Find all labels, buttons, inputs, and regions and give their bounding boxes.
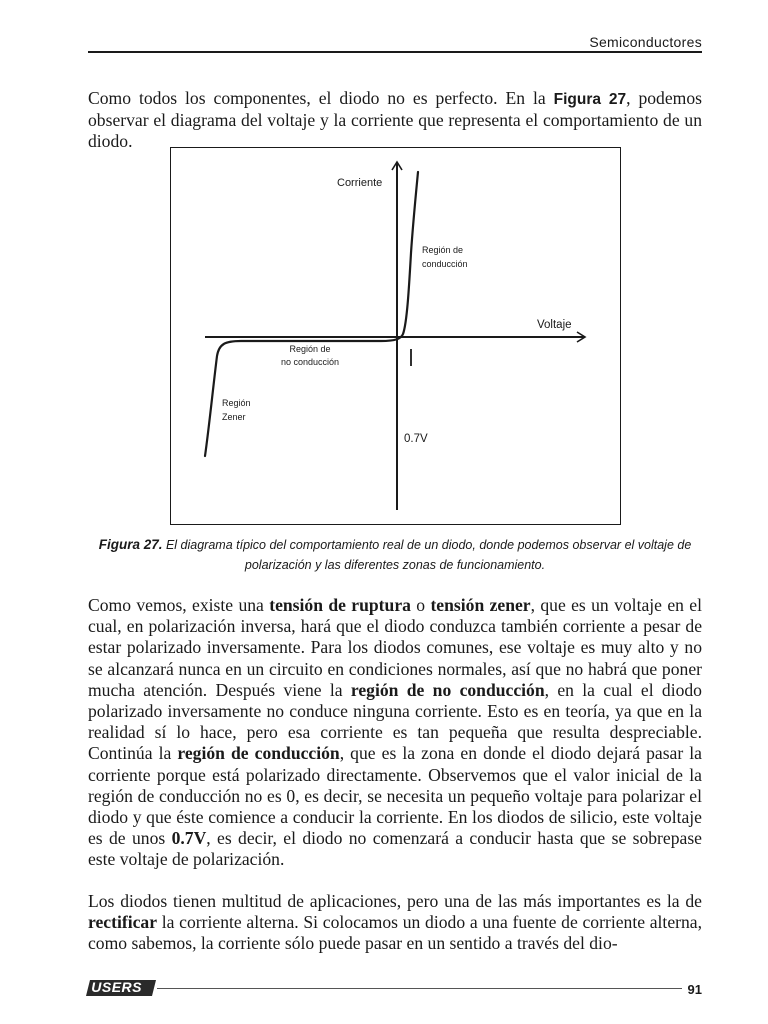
threshold-label: 0.7V — [404, 433, 428, 445]
zener-label-line2: Zener — [222, 412, 246, 422]
p1-term-zener-voltage: tensión zener — [430, 595, 531, 615]
x-axis-label: Voltaje — [537, 319, 572, 331]
conduction-label-line2: conducción — [422, 259, 468, 269]
p1-text-4: , en la cual el diodo polarizado inversamente no conduce ninguna corriente. Esto es en teoría, ya que en la realidad sí lo hace, pero esa corriente es tan pequeña que resulta despreciable. Continúa la — [88, 679, 702, 764]
body-paragraph-2 — [88, 891, 702, 955]
p1-term-conduction: región de conducción — [177, 743, 340, 764]
intro-text-2: , podemos observar el diagrama del voltaje y la corriente que representa el comportamiento de un diodo. — [88, 88, 702, 152]
diode-iv-diagram — [171, 148, 622, 526]
figure-caption — [88, 535, 702, 575]
p1-term-breakdown-voltage: tensión de ruptura — [269, 595, 411, 615]
p1-text-6: , es decir, el diodo no comenzará a conducir hasta que se sobrepase este voltaje de polarización. — [88, 828, 702, 870]
caption-text: El diagrama típico del comportamiento real de un diodo, donde podemos observar el voltaje de polarización y las diferentes zonas de funcionamiento. — [162, 538, 692, 572]
non-conduction-label-line1: Región de — [289, 344, 331, 354]
running-header: Semiconductores — [589, 34, 702, 50]
p1-text-1: Como vemos, existe una — [88, 595, 270, 615]
y-axis-label: Corriente — [337, 177, 383, 189]
p1-term-threshold: 0.7V — [171, 828, 207, 849]
p1-text-2: o — [410, 595, 431, 615]
body-paragraph-1 — [88, 595, 702, 871]
non-conduction-label-line2: no conducción — [280, 357, 340, 367]
logo-text: USERS — [91, 979, 142, 995]
conduction-label-line1: Región de — [422, 245, 464, 255]
p2-text-2: la corriente alterna. Si colocamos un diodo a una fuente de corriente alterna, como sabemos, la corriente sólo puede pasar en un sentido a través del dio- — [88, 912, 702, 954]
intro-paragraph — [88, 88, 702, 153]
p1-term-non-conduction: región de no conducción — [350, 679, 545, 700]
zener-label-line1: Región — [222, 398, 251, 408]
publisher-logo — [86, 980, 156, 996]
page-number: 91 — [682, 982, 702, 997]
p1-text-5: , que es la zona en donde el diodo dejará pasar la corriente porque está polarizado directamente. Observemos que el valor inicial de la región de conducción no es 0, es decir, se necesita un pequeño voltaje para polarizar el diodo y que éste comience a conducir la corriente. En los diodos de silicio, este voltaje es de unos — [88, 743, 702, 849]
p1-text-3: , que es un voltaje en el cual, en polarización inversa, hará que el diodo conduzca también corriente a pesar de estar polarizado inversamente. Para los diodos comunes, ese voltaje es muy alto y no se alcanzará nunca en un circuito en condiciones normales, así que no habrá que poner mucha atención. Después viene la — [88, 595, 702, 700]
caption-figure-ref: Figura 27. — [98, 537, 163, 552]
intro-text-1: Como todos los componentes, el diodo no es perfecto. En la — [88, 88, 554, 108]
footer-rule — [157, 988, 702, 989]
header-rule — [88, 51, 702, 53]
figure-reference: Figura 27 — [553, 91, 627, 108]
p2-term-rectify: rectificar — [88, 912, 158, 933]
diode-iv-figure — [170, 147, 621, 525]
p2-text-1: Los diodos tienen multitud de aplicaciones, pero una de las más importantes es la de — [88, 891, 702, 911]
